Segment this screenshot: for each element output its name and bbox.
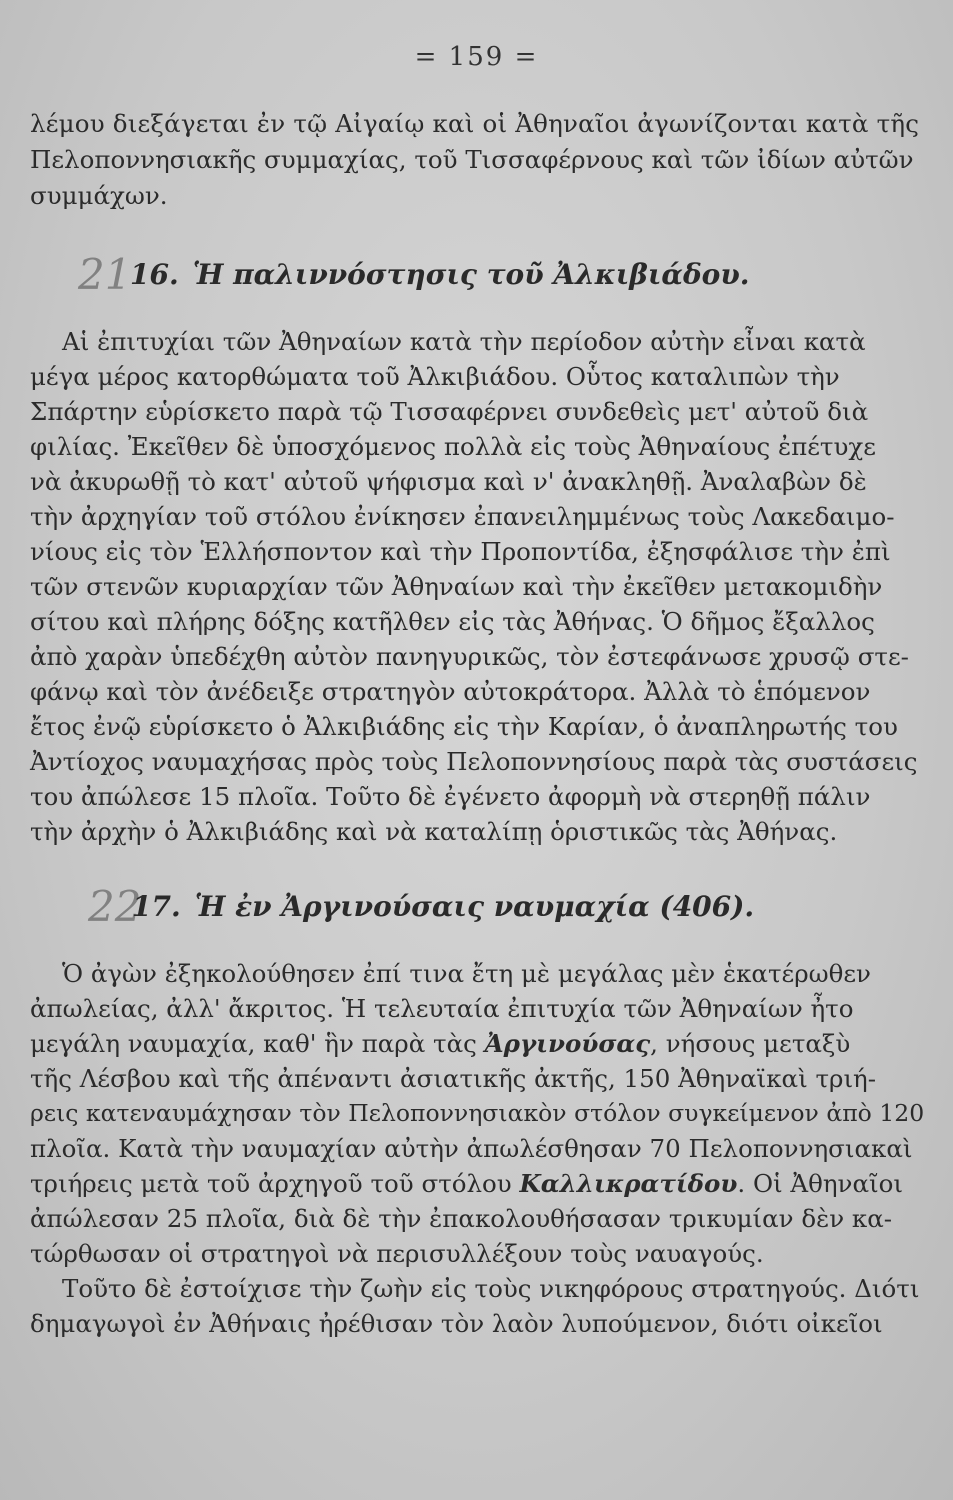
text-line: λέμου διεξάγεται ἐν τῷ Αἰγαίῳ καὶ οἱ Ἀθηναῖοι ἀγωνίζονται κατὰ τῆς — [30, 109, 920, 138]
text-fragment: τριήρεις μετὰ τοῦ ἀρχηγοῦ τοῦ στόλου — [30, 1169, 520, 1198]
text-line: Τοῦτο δὲ ἐστοίχισε τὴν ζωὴν εἰς τοὺς νικηφόρους στρατηγούς. Διότι — [62, 1274, 920, 1303]
text-line: φιλίας. Ἐκεῖθεν δὲ ὑποσχόμενος πολλὰ εἰς τοὺς Ἀθηναίους ἐπέτυχε — [30, 432, 876, 461]
text-line: σίτου καὶ πλήρης δόξης κατῆλθεν εἰς τὰς Ἀθήνας. Ὁ δῆμος ἔξαλλος — [30, 607, 875, 636]
section-number: 16. — [130, 258, 179, 291]
text-line: τῆς Λέσβου καὶ τῆς ἀπέναντι ἀσιατικῆς ἀκτῆς, 150 Ἀθηναϊκαὶ τριή- — [30, 1064, 877, 1093]
text-line: Ἀντίοχος ναυμαχήσας πρὸς τοὺς Πελοποννησίους παρὰ τὰς συστάσεις — [30, 747, 918, 776]
text-fragment: , νήσους μεταξὺ — [650, 1029, 851, 1058]
text-line: ρεις κατεναυμάχησαν τὸν Πελοποννησιακὸν στόλον συγκείμενον ἀπὸ 120 — [30, 1099, 925, 1127]
section-heading — [130, 258, 750, 291]
text-line: ἀπώλεσαν 25 πλοῖα, διὰ δὲ τὴν ἐπακολουθήσασαν τρικυμίαν δὲν κα- — [30, 1204, 893, 1233]
text-line: τὴν ἀρχὴν ὁ Ἀλκιβιάδης καὶ νὰ καταλίπῃ ὁριστικῶς τὰς Ἀθήνας. — [30, 817, 838, 846]
text-line: ἔτος ἐνῷ εὑρίσκετο ὁ Ἀλκιβιάδης εἰς τὴν Καρίαν, ὁ ἀναπληρωτής του — [30, 712, 898, 741]
section-number: 17. — [132, 890, 181, 923]
margin-note-handwritten: 21 — [78, 250, 132, 299]
text-line: τὴν ἀρχηγίαν τοῦ στόλου ἐνίκησεν ἐπανειλημμένως τοὺς Λακεδαιμο- — [30, 502, 895, 531]
text-fragment: μεγάλη ναυμαχία, καθ' ἣν παρὰ τὰς — [30, 1029, 485, 1058]
page-number: = 159 = — [414, 42, 539, 72]
text-line: ἀπὸ χαρὰν ὑπεδέχθη αὐτὸν πανηγυρικῶς, τὸν ἐστεφάνωσε χρυσῷ στε- — [30, 642, 909, 671]
text-line: τῶν στενῶν κυριαρχίαν τῶν Ἀθηναίων καὶ τὴν ἐκεῖθεν μετακομιδὴν — [30, 572, 883, 601]
text-line: πλοῖα. Κατὰ τὴν ναυμαχίαν αὐτὴν ἀπωλέσθησαν 70 Πελοποννησιακαὶ — [30, 1134, 913, 1163]
text-line: ἀπωλείας, ἀλλ' ἄκριτος. Ἡ τελευταία ἐπιτυχία τῶν Ἀθηναίων ἦτο — [30, 994, 854, 1023]
text-line: δημαγωγοὶ ἐν Ἀθήναις ἠρέθισαν τὸν λαὸν λυπούμενον, διότι οἰκεῖοι — [30, 1309, 883, 1338]
text-line — [30, 1029, 851, 1058]
text-fragment: . Οἱ Ἀθηναῖοι — [737, 1169, 903, 1198]
section-title: Ἡ παλιννόστησις τοῦ Ἀλκιβιάδου. — [192, 258, 750, 291]
text-line: Σπάρτην εὑρίσκετο παρὰ τῷ Τισσαφέρνει συνδεθεὶς μετ' αὐτοῦ διὰ — [30, 397, 869, 426]
margin-note-handwritten: 22 — [88, 882, 142, 931]
person-name-emphasis: Καλλικρατίδου — [519, 1169, 738, 1198]
text-line: Ὁ ἀγὼν ἐξηκολούθησεν ἐπί τινα ἔτη μὲ μεγάλας μὲν ἑκατέρωθεν — [62, 959, 871, 988]
text-line: μέγα μέρος κατορθώματα τοῦ Ἀλκιβιάδου. Οὗτος καταλιπὼν τὴν — [30, 362, 840, 391]
section-title: Ἡ ἐν Ἀργινούσαις ναυμαχία (406). — [194, 890, 755, 923]
place-name-emphasis: Ἀργινούσας — [484, 1029, 651, 1058]
text-line: τώρθωσαν οἱ στρατηγοὶ νὰ περισυλλέξουν τοὺς ναυαγούς. — [30, 1239, 764, 1268]
text-line: Αἱ ἐπιτυχίαι τῶν Ἀθηναίων κατὰ τὴν περίοδον αὐτὴν εἶναι κατὰ — [62, 327, 866, 356]
text-line: Πελοποννησιακῆς συμμαχίας, τοῦ Τισσαφέρνους καὶ τῶν ἰδίων αὐτῶν — [30, 145, 914, 174]
section-heading — [132, 890, 754, 923]
text-line: νὰ ἀκυρωθῇ τὸ κατ' αὐτοῦ ψήφισμα καὶ ν' ἀνακληθῇ. Ἀναλαβὼν δὲ — [30, 467, 867, 496]
text-line: του ἀπώλεσε 15 πλοῖα. Τοῦτο δὲ ἐγένετο ἀφορμὴ νὰ στερηθῇ πάλιν — [30, 782, 871, 811]
text-line: συμμάχων. — [30, 181, 168, 210]
text-line: νίους εἰς τὸν Ἑλλήσποντον καὶ τὴν Προποντίδα, ἐξησφάλισε τὴν ἐπὶ — [30, 537, 891, 566]
text-line — [30, 1169, 903, 1198]
text-line: φάνῳ καὶ τὸν ἀνέδειξε στρατηγὸν αὐτοκράτορα. Ἀλλὰ τὸ ἑπόμενον — [30, 677, 871, 706]
